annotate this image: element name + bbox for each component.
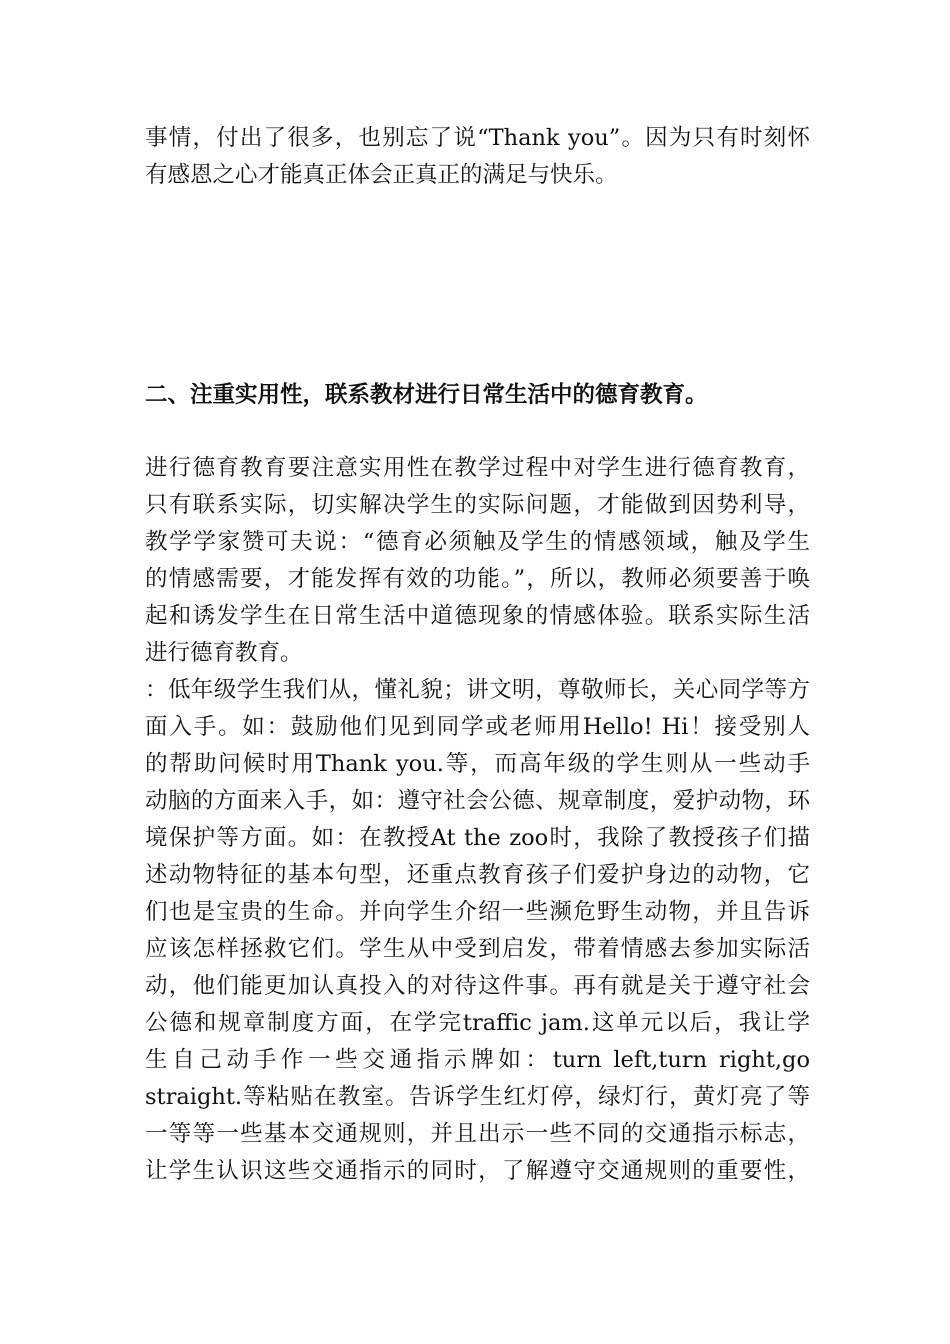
body-line-4: 的情感需要，才能发挥有效的功能。”，所以，教师必须要善于唤 [145, 566, 810, 592]
body-line-15: 动，他们能更加认真投入的对待这件事。再有就是关于遵守社会 [145, 973, 810, 999]
section-heading: 二、注重实用性，联系教材进行日常生活中的德育教育。 [145, 382, 708, 408]
body-line-13: 们也是宝贵的生命。并向学生介绍一些濒危野生动物，并且告诉 [145, 899, 810, 925]
body-line-2: 只有联系实际，切实解决学生的实际问题，才能做到因势利导， [145, 492, 810, 518]
body-line-20: 让学生认识这些交通指示的同时，了解遵守交通规则的重要性， [145, 1158, 810, 1184]
body-line-19: 一等等一些基本交通规则，并且出示一些不同的交通指示标志， [145, 1121, 810, 1147]
body-line-18: straight.等粘贴在教室。告诉学生红灯停，绿灯行，黄灯亮了等 [145, 1084, 810, 1110]
body-line-16: 公德和规章制度方面，在学完traffic jam.这单元以后，我让学 [145, 1010, 810, 1036]
body-line-9: 的帮助问候时用Thank you.等，而高年级的学生则从一些动手 [145, 751, 810, 777]
intro-line-2: 有感恩之心才能真正体会正真正的满足与快乐。 [145, 162, 618, 188]
body-line-1: 进行德育教育要注意实用性在教学过程中对学生进行德育教育， [145, 455, 810, 481]
body-line-8: 面入手。如：鼓励他们见到同学或老师用Hello! Hi！接受别人 [145, 714, 810, 740]
body-line-12: 述动物特征的基本句型，还重点教育孩子们爱护身边的动物，它 [145, 862, 810, 888]
body-line-6: 进行德育教育。 [145, 640, 303, 666]
body-line-14: 应该怎样拯救它们。学生从中受到启发，带着情感去参加实际活 [145, 936, 810, 962]
body-line-11: 境保护等方面。如：在教授At the zoo时，我除了教授孩子们描 [145, 825, 810, 851]
body-line-10: 动脑的方面来入手，如：遵守社会公德、规章制度，爱护动物，环 [145, 788, 810, 814]
body-line-17: 生自己动手作一些交通指示牌如：turn left,turn right,go [145, 1047, 810, 1073]
intro-line-1: 事情，付出了很多，也别忘了说“Thank you”。因为只有时刻怀 [145, 125, 810, 151]
body-line-7: ：低年级学生我们从，懂礼貌；讲文明，尊敬师长，关心同学等方 [145, 677, 810, 703]
body-line-5: 起和诱发学生在日常生活中道德现象的情感体验。联系实际生活 [145, 603, 810, 629]
body-line-3: 教学学家赞可夫说：“德育必须触及学生的情感领域，触及学生 [145, 529, 810, 555]
